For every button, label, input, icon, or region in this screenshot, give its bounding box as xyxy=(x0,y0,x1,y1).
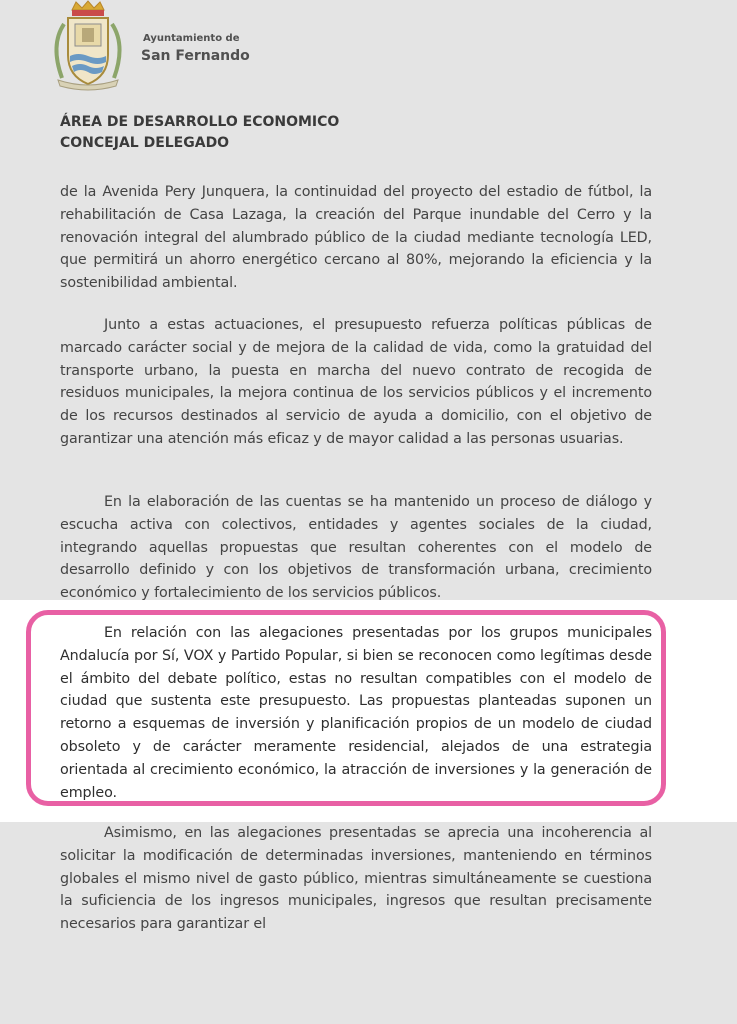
org-name: San Fernando xyxy=(141,48,250,64)
paragraph-5: Asimismo, en las alegaciones presentadas se aprecia una incoherencia al solicitar la modificación de determinadas inversiones, manteniendo en términos globales el mismo nivel de gasto público, mientras simultáneamente se cuestiona la suficiencia de los ingresos municipales, ingresos que resultan precisamente necesarios para garantizar el xyxy=(60,825,652,933)
paragraph-3: En la elaboración de las cuentas se ha mantenido un proceso de diálogo y escucha activa con colectivos, entidades y agentes sociales de la ciudad, integrando aquellas propuestas que resultan coherentes con el modelo de desarrollo definido y con los objetivos de transformación urbana, crecimiento económico y fortalecimiento de los servicios públicos. xyxy=(60,494,652,602)
letterhead xyxy=(42,0,342,92)
section-heading xyxy=(60,112,660,154)
paragraph-1: de la Avenida Pery Junquera, la continuidad del proyecto del estadio de fútbol, la rehabilitación de Casa Lazaga, la creación del Parque inundable del Cerro y la renovación integral del alumbrado público de la ciudad mediante tecnología LED, que permitirá un ahorro energético cercano al 80%, mejorando la eficiencia y la sostenibilidad ambiental. xyxy=(60,184,652,292)
paragraph-2: Junto a estas actuaciones, el presupuesto refuerza políticas públicas de marcado carácter social y de mejora de la calidad de vida, como la gratuidad del transporte urbano, la puesta en marcha del nuevo contrato de recogida de residuos municipales, la mejora continua de los servicios públicos y el incremento de los recursos destinados al servicio de ayuda a domicilio, con el objetivo de garantizar una atención más eficaz y de mayor calidad a las personas usuarias. xyxy=(60,317,652,447)
paragraph-highlighted: En relación con las alegaciones presentadas por los grupos municipales Andalucía por Sí, VOX y Partido Popular, si bien se reconocen como legítimas desde el ámbito del debate político, estas no resultan compatibles con el modelo de ciudad que sustenta este presupuesto. Las propuestas planteadas suponen un retorno a esquemas de inversión y planificación propios de un modelo de ciudad obsoleto y de carácter meramente residencial, alejados de una estrategia orientada al crecimiento económico, la atracción de inversiones y la generación de empleo. xyxy=(60,625,652,801)
coat-of-arms-icon xyxy=(42,0,134,92)
highlight-box xyxy=(26,610,666,806)
role-title: CONCEJAL DELEGADO xyxy=(60,135,230,151)
area-title: ÁREA DE DESARROLLO ECONOMICO xyxy=(60,114,340,130)
org-label-small: Ayuntamiento de xyxy=(143,33,240,44)
